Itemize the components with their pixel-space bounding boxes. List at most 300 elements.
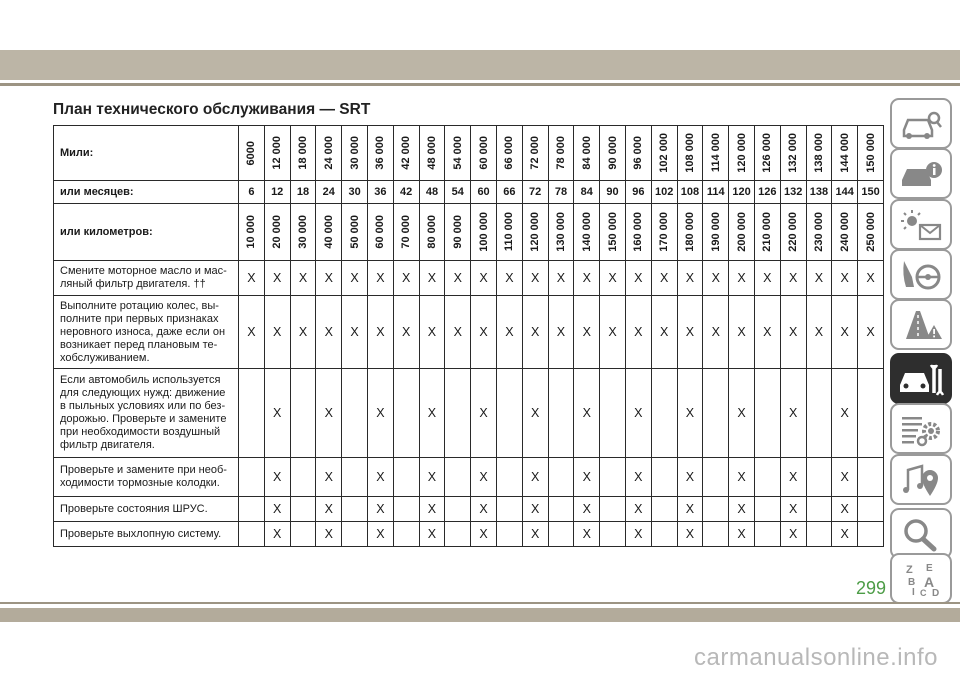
miles-row-value: 72 000 — [529, 136, 542, 170]
miles-row-cell — [367, 126, 393, 181]
task-label-line: дорожью. Проверьте и замените — [60, 413, 227, 425]
vertical-wrap — [291, 128, 316, 178]
vertical-wrap — [368, 206, 393, 258]
vertical-wrap — [678, 206, 703, 258]
service-mark: X — [780, 261, 806, 296]
miles-row-cell — [264, 126, 290, 181]
service-mark: X — [522, 458, 548, 497]
km-row-cell — [239, 204, 265, 261]
steering-wheel-seat-icon — [898, 257, 944, 293]
service-mark: X — [264, 522, 290, 547]
miles-row-value: 78 000 — [554, 136, 567, 170]
service-mark: X — [471, 497, 497, 522]
service-mark: X — [522, 497, 548, 522]
vertical-wrap — [755, 206, 780, 258]
car-wrench-icon — [898, 361, 944, 397]
service-mark — [342, 458, 368, 497]
miles-row-value: 120 000 — [735, 133, 748, 173]
km-row-value: 100 000 — [477, 212, 490, 252]
service-mark: X — [393, 261, 419, 296]
km-row-value: 220 000 — [787, 212, 800, 252]
km-row-label: или километров: — [54, 204, 239, 261]
service-mark — [239, 522, 265, 547]
vertical-wrap — [858, 206, 883, 258]
miles-row-cell — [290, 126, 316, 181]
miles-row-cell — [496, 126, 522, 181]
vertical-wrap — [574, 128, 599, 178]
miles-row-cell — [445, 126, 471, 181]
service-mark — [290, 497, 316, 522]
task-row — [54, 369, 884, 458]
service-mark: X — [832, 497, 858, 522]
service-mark: X — [754, 296, 780, 369]
service-mark: X — [832, 369, 858, 458]
service-mark — [806, 497, 832, 522]
side-tab-list-gear[interactable] — [890, 403, 952, 454]
service-mark: X — [342, 261, 368, 296]
task-label-line: при необходимости воздушный — [60, 426, 221, 438]
task-label-line: Проверьте состояния ШРУС. — [60, 502, 208, 515]
km-row-cell — [496, 204, 522, 261]
svg-text:Z: Z — [906, 563, 913, 576]
service-mark: X — [574, 458, 600, 497]
months-row-value: 30 — [342, 181, 368, 204]
vertical-wrap — [471, 128, 496, 178]
km-row-value: 90 000 — [451, 215, 464, 249]
miles-row-value: 36 000 — [374, 136, 387, 170]
service-mark: X — [264, 369, 290, 458]
km-row-cell — [290, 204, 316, 261]
miles-row-value: 60 000 — [477, 136, 490, 170]
service-mark: X — [419, 296, 445, 369]
service-mark: X — [780, 369, 806, 458]
service-mark: X — [393, 296, 419, 369]
service-mark — [600, 369, 626, 458]
service-mark — [703, 369, 729, 458]
service-mark — [496, 497, 522, 522]
service-mark — [858, 497, 884, 522]
service-mark: X — [625, 369, 651, 458]
service-mark: X — [651, 296, 677, 369]
miles-row-value: 42 000 — [400, 136, 413, 170]
bottom-band — [0, 608, 960, 622]
service-mark: X — [703, 261, 729, 296]
vertical-wrap — [807, 128, 832, 178]
service-mark — [496, 458, 522, 497]
months-row-value: 36 — [367, 181, 393, 204]
service-mark — [445, 497, 471, 522]
service-mark: X — [367, 522, 393, 547]
service-mark: X — [574, 261, 600, 296]
alphabet-index-icon — [898, 561, 944, 597]
km-row-value: 240 000 — [838, 212, 851, 252]
miles-row-value: 24 000 — [322, 136, 335, 170]
months-row-value: 132 — [780, 181, 806, 204]
vertical-wrap — [394, 206, 419, 258]
service-mark: X — [342, 296, 368, 369]
watermark-text: carmanualsonline.info — [694, 644, 938, 671]
miles-row-value: 30 000 — [348, 136, 361, 170]
miles-row-cell — [574, 126, 600, 181]
service-mark: X — [316, 497, 342, 522]
task-label-line: полните при первых признаках — [60, 312, 219, 325]
miles-row-value: 84 000 — [580, 136, 593, 170]
service-mark: X — [316, 369, 342, 458]
service-mark: X — [367, 369, 393, 458]
miles-row-cell — [729, 126, 755, 181]
service-mark — [548, 458, 574, 497]
service-mark: X — [496, 296, 522, 369]
miles-row — [54, 126, 884, 181]
vertical-wrap — [265, 128, 290, 178]
service-mark — [393, 522, 419, 547]
km-row-value: 180 000 — [683, 212, 696, 252]
km-row-value: 80 000 — [425, 215, 438, 249]
km-row-value: 140 000 — [580, 212, 593, 252]
miles-row-value: 114 000 — [709, 133, 722, 173]
service-mark: X — [832, 458, 858, 497]
task-row — [54, 261, 884, 296]
months-row-value: 48 — [419, 181, 445, 204]
km-row-cell — [780, 204, 806, 261]
service-mark: X — [316, 458, 342, 497]
side-tab-car-info[interactable] — [890, 148, 952, 199]
service-mark: X — [316, 522, 342, 547]
km-row-value: 110 000 — [503, 212, 516, 252]
side-tab-magnifier[interactable] — [890, 508, 952, 559]
miles-row-cell — [471, 126, 497, 181]
vertical-wrap — [549, 206, 574, 258]
service-mark — [548, 522, 574, 547]
service-mark: X — [832, 522, 858, 547]
miles-row-cell — [780, 126, 806, 181]
service-mark: X — [600, 296, 626, 369]
service-mark — [754, 458, 780, 497]
months-row-value: 78 — [548, 181, 574, 204]
miles-row-cell — [600, 126, 626, 181]
vertical-wrap — [574, 206, 599, 258]
months-row-value: 108 — [677, 181, 703, 204]
km-row-cell — [754, 204, 780, 261]
service-mark: X — [264, 497, 290, 522]
miles-row-cell — [832, 126, 858, 181]
svg-text:E: E — [926, 562, 933, 574]
km-row-cell — [703, 204, 729, 261]
service-mark: X — [419, 522, 445, 547]
service-mark: X — [316, 261, 342, 296]
km-row-cell — [471, 204, 497, 261]
service-mark: X — [677, 522, 703, 547]
km-row-value: 150 000 — [606, 212, 619, 252]
service-mark — [548, 497, 574, 522]
vertical-wrap — [291, 206, 316, 258]
service-mark — [445, 522, 471, 547]
months-row-value: 102 — [651, 181, 677, 204]
km-row-cell — [806, 204, 832, 261]
service-mark — [290, 522, 316, 547]
service-mark: X — [780, 522, 806, 547]
service-mark: X — [651, 261, 677, 296]
miles-row-cell — [393, 126, 419, 181]
music-location-icon — [898, 462, 944, 498]
km-row-cell — [677, 204, 703, 261]
vertical-wrap — [678, 128, 703, 178]
service-mark — [342, 522, 368, 547]
service-mark: X — [677, 261, 703, 296]
page-number: 299 — [856, 578, 887, 598]
service-mark: X — [471, 261, 497, 296]
service-mark — [806, 458, 832, 497]
service-mark — [600, 522, 626, 547]
service-mark: X — [496, 261, 522, 296]
service-mark — [600, 458, 626, 497]
service-mark — [651, 458, 677, 497]
service-mark — [703, 497, 729, 522]
magnifier-icon — [898, 516, 944, 552]
service-mark: X — [703, 296, 729, 369]
service-mark — [496, 522, 522, 547]
km-row-cell — [367, 204, 393, 261]
service-mark: X — [729, 522, 755, 547]
vertical-wrap — [368, 128, 393, 178]
km-row-cell — [832, 204, 858, 261]
service-mark — [651, 369, 677, 458]
km-row-value: 20 000 — [271, 215, 284, 249]
months-row-value: 42 — [393, 181, 419, 204]
service-mark — [393, 497, 419, 522]
watermark — [0, 644, 960, 672]
car-search-icon — [898, 106, 944, 142]
km-row-cell — [548, 204, 574, 261]
dashboard-light-mail-icon — [898, 207, 944, 243]
service-mark: X — [806, 296, 832, 369]
vertical-wrap — [729, 206, 754, 258]
task-label — [54, 458, 239, 497]
service-mark: X — [445, 261, 471, 296]
months-row-value: 120 — [729, 181, 755, 204]
km-row-value: 130 000 — [554, 212, 567, 252]
task-label — [54, 369, 239, 458]
service-mark: X — [367, 261, 393, 296]
service-mark — [239, 369, 265, 458]
service-mark — [445, 369, 471, 458]
miles-row-cell — [625, 126, 651, 181]
service-mark: X — [780, 458, 806, 497]
maintenance-table — [53, 125, 884, 547]
km-row-value: 10 000 — [245, 215, 258, 249]
service-mark: X — [832, 261, 858, 296]
side-tab-car-search[interactable] — [890, 98, 952, 149]
miles-row-value: 66 000 — [503, 136, 516, 170]
service-mark — [548, 369, 574, 458]
service-mark: X — [780, 497, 806, 522]
service-mark: X — [419, 497, 445, 522]
km-row-value: 40 000 — [322, 215, 335, 249]
months-row-value: 6 — [239, 181, 265, 204]
service-mark: X — [239, 261, 265, 296]
service-mark — [858, 458, 884, 497]
task-row — [54, 458, 884, 497]
service-mark — [342, 497, 368, 522]
service-mark: X — [729, 458, 755, 497]
service-mark: X — [522, 522, 548, 547]
service-mark: X — [367, 458, 393, 497]
svg-text:B: B — [908, 576, 916, 588]
service-mark: X — [290, 261, 316, 296]
miles-row-label: Мили: — [54, 126, 239, 181]
service-mark: X — [754, 261, 780, 296]
service-mark — [445, 458, 471, 497]
months-row-value: 66 — [496, 181, 522, 204]
km-row-cell — [393, 204, 419, 261]
service-mark — [290, 458, 316, 497]
km-row-cell — [729, 204, 755, 261]
vertical-wrap — [807, 206, 832, 258]
miles-row-cell — [522, 126, 548, 181]
car-info-icon — [898, 156, 944, 192]
service-mark: X — [264, 296, 290, 369]
task-label — [54, 522, 239, 547]
vertical-wrap — [471, 206, 496, 258]
side-tab-car-wrench[interactable] — [890, 353, 952, 404]
months-row — [54, 181, 884, 204]
months-row-value: 96 — [625, 181, 651, 204]
miles-row-value: 90 000 — [606, 136, 619, 170]
km-row-value: 60 000 — [374, 215, 387, 249]
side-tab-alphabet-index[interactable] — [890, 553, 952, 604]
service-mark — [290, 369, 316, 458]
miles-row-cell — [754, 126, 780, 181]
service-mark: X — [471, 369, 497, 458]
service-mark — [754, 522, 780, 547]
task-row — [54, 522, 884, 547]
miles-row-cell — [316, 126, 342, 181]
task-label — [54, 261, 239, 296]
vertical-wrap — [781, 128, 806, 178]
km-row-cell — [574, 204, 600, 261]
service-mark: X — [832, 296, 858, 369]
service-mark: X — [548, 261, 574, 296]
km-row-cell — [419, 204, 445, 261]
service-mark: X — [806, 261, 832, 296]
vertical-wrap — [703, 206, 728, 258]
service-mark: X — [780, 296, 806, 369]
vertical-wrap — [445, 206, 470, 258]
top-band-line — [0, 83, 960, 86]
km-row — [54, 204, 884, 261]
service-mark — [703, 458, 729, 497]
service-mark: X — [729, 497, 755, 522]
vertical-wrap — [342, 128, 367, 178]
task-label-line: Проверьте выхлопную систему. — [60, 527, 222, 540]
side-tab-music-location[interactable] — [890, 454, 952, 505]
page-title: План технического обслуживания — SRT — [53, 101, 371, 118]
months-row-value: 84 — [574, 181, 600, 204]
task-label-line: возникает перед плановым те- — [60, 338, 218, 351]
task-label-line: ходимости тормозные колодки. — [60, 477, 220, 489]
service-mark — [393, 458, 419, 497]
list-gear-icon — [898, 411, 944, 447]
months-row-value: 54 — [445, 181, 471, 204]
service-mark — [651, 522, 677, 547]
service-mark: X — [625, 522, 651, 547]
months-row-value: 126 — [754, 181, 780, 204]
service-mark — [703, 522, 729, 547]
bottom-band-line — [0, 602, 960, 604]
service-mark: X — [574, 296, 600, 369]
vertical-wrap — [729, 128, 754, 178]
service-mark: X — [419, 458, 445, 497]
miles-row-value: 126 000 — [761, 133, 774, 173]
task-label-line: ляный фильтр двигателя. †† — [60, 278, 206, 290]
vertical-wrap — [265, 206, 290, 258]
side-tab-dashboard-light-mail[interactable] — [890, 199, 952, 250]
service-mark: X — [471, 296, 497, 369]
months-row-value: 18 — [290, 181, 316, 204]
service-mark — [754, 369, 780, 458]
months-row-value: 90 — [600, 181, 626, 204]
km-row-cell — [858, 204, 884, 261]
km-row-cell — [651, 204, 677, 261]
miles-row-value: 48 000 — [425, 136, 438, 170]
miles-row-value: 96 000 — [632, 136, 645, 170]
miles-row-cell — [419, 126, 445, 181]
service-mark — [496, 369, 522, 458]
miles-row-cell — [651, 126, 677, 181]
service-mark: X — [445, 296, 471, 369]
road-warning-icon — [898, 307, 944, 343]
months-row-label: или месяцев: — [54, 181, 239, 204]
miles-row-cell — [703, 126, 729, 181]
miles-row-value: 144 000 — [838, 133, 851, 173]
service-mark — [806, 369, 832, 458]
service-mark: X — [419, 369, 445, 458]
months-row-value: 150 — [858, 181, 884, 204]
side-tab-road-warning[interactable] — [890, 299, 952, 350]
task-label-line: Выполните ротацию колес, вы- — [60, 299, 219, 312]
service-mark: X — [522, 261, 548, 296]
months-row-value: 114 — [703, 181, 729, 204]
vertical-wrap — [420, 206, 445, 258]
service-mark: X — [729, 261, 755, 296]
km-row-value: 200 000 — [735, 212, 748, 252]
service-mark: X — [316, 296, 342, 369]
service-mark — [858, 522, 884, 547]
vertical-wrap — [858, 128, 883, 178]
task-label-line: для следующих нужд: движение — [60, 387, 226, 399]
km-row-value: 50 000 — [348, 215, 361, 249]
svg-text:D: D — [932, 587, 940, 597]
service-mark: X — [625, 497, 651, 522]
months-row-value: 72 — [522, 181, 548, 204]
miles-row-cell — [548, 126, 574, 181]
top-band — [0, 50, 960, 80]
service-mark: X — [290, 296, 316, 369]
service-mark: X — [574, 497, 600, 522]
vertical-wrap — [342, 206, 367, 258]
vertical-wrap — [316, 206, 341, 258]
vertical-wrap — [523, 128, 548, 178]
service-mark — [600, 497, 626, 522]
service-mark: X — [522, 369, 548, 458]
km-row-cell — [625, 204, 651, 261]
miles-row-value: 6000 — [245, 140, 258, 166]
vertical-wrap — [832, 206, 857, 258]
vertical-wrap — [497, 206, 522, 258]
vertical-wrap — [316, 128, 341, 178]
side-tab-steering-wheel-seat[interactable] — [890, 249, 952, 300]
service-mark: X — [471, 458, 497, 497]
